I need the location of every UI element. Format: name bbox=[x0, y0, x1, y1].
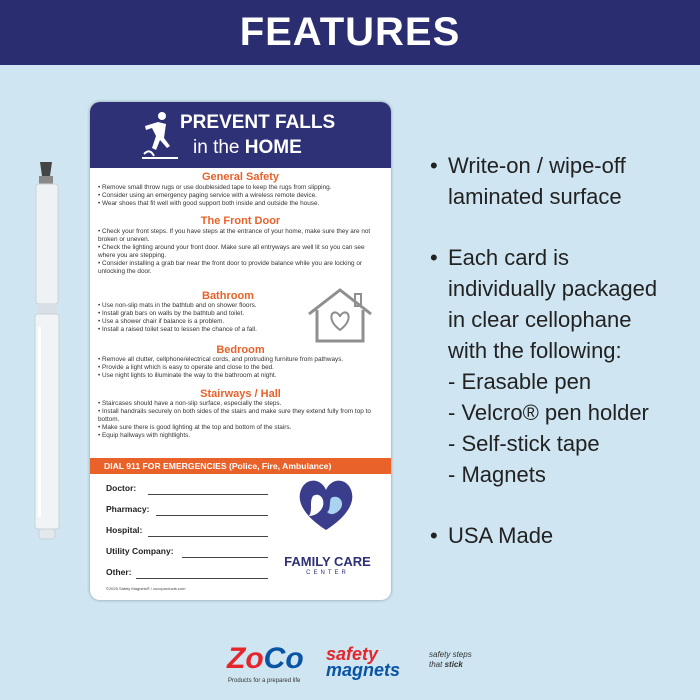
feature-text: laminated surface bbox=[448, 184, 622, 209]
field-line bbox=[136, 578, 268, 579]
tagline-line2 bbox=[429, 660, 472, 670]
bullet: • Use non-slip mats in the bathtub and on shower floors. bbox=[98, 302, 257, 309]
safety-magnets-line2: magnets bbox=[326, 660, 401, 680]
feature-text: with the following: bbox=[448, 338, 622, 363]
section-bullets-stairways bbox=[98, 400, 382, 440]
field-line bbox=[182, 557, 268, 558]
feature-text: • Write-on / wipe-off bbox=[448, 153, 626, 178]
bullet: • Consider using an emergency paging service with a wireless remote device. bbox=[98, 192, 317, 199]
zoco-logo-co: Co bbox=[263, 642, 304, 675]
field-label-doctor: Doctor: bbox=[106, 483, 137, 493]
bullet: • Check your front steps. If you have steps at the entrance of your home, make sure they are not broken or uneven. bbox=[98, 228, 371, 243]
bullet: • Check the lighting around your front door. Make sure all entryways are well lit so you can see where you are stepping. bbox=[98, 244, 365, 259]
brand-sub: CENTER bbox=[306, 570, 349, 576]
falling-person-icon bbox=[142, 110, 180, 162]
field-label-other: Other: bbox=[106, 567, 132, 577]
tagline-line1: safety steps bbox=[429, 650, 472, 659]
card-subtitle bbox=[193, 136, 302, 160]
features-banner bbox=[0, 0, 700, 65]
brand-name: FAMILY CARE bbox=[284, 554, 371, 569]
section-heading-general-safety: General Safety bbox=[201, 171, 280, 183]
bullet: • Staircases should have a non-slip surface, especially the steps. bbox=[98, 400, 282, 407]
field-label-pharmacy: Pharmacy: bbox=[106, 504, 150, 514]
feature-subitem: - Velcro® pen holder bbox=[448, 400, 649, 425]
bullet: • Consider installing a grab bar near the front door to provide balance while you are locking or unlocking the door. bbox=[98, 260, 363, 275]
section-heading-stairways: Stairways / Hall bbox=[200, 388, 281, 400]
safety-magnets-tagline bbox=[429, 650, 472, 670]
feature-subitems bbox=[430, 366, 695, 490]
zoco-tagline: Products for a prepared life bbox=[228, 678, 301, 684]
field-line bbox=[148, 536, 268, 537]
zoco-logo-zo: Zo bbox=[227, 642, 264, 675]
section-heading-front-door: The Front Door bbox=[200, 215, 281, 227]
feature-subitem: - Magnets bbox=[448, 462, 546, 487]
feature-item-usa-made: • USA Made bbox=[430, 520, 695, 551]
erasable-pen-image bbox=[30, 162, 64, 542]
bullet: • Wear shoes that fit well with good support both inside and outside the house. bbox=[98, 200, 320, 207]
card-subtitle-prefix: in the bbox=[193, 137, 240, 158]
feature-subitem: - Erasable pen bbox=[448, 369, 592, 394]
safety-magnets-line1: safety bbox=[326, 644, 379, 664]
prevent-falls-card bbox=[90, 102, 391, 600]
field-line bbox=[156, 515, 268, 516]
card-subtitle-bold: HOME bbox=[244, 137, 302, 158]
bullet: • Use a shower chair if balance is a problem. bbox=[98, 318, 225, 325]
section-bullets-front-door bbox=[98, 228, 382, 276]
section-heading-bedroom: Bedroom bbox=[216, 344, 265, 356]
field-label-hospital: Hospital: bbox=[106, 525, 143, 535]
features-list bbox=[430, 150, 695, 551]
feature-subitem: - Self-stick tape bbox=[448, 431, 600, 456]
house-heart-icon bbox=[305, 286, 375, 344]
feature-text: in clear cellophane bbox=[448, 307, 632, 332]
banner-title: FEATURES bbox=[239, 10, 461, 54]
safety-magnets-logo bbox=[326, 646, 400, 678]
bullet: • Install grab bars on walls by the bathtub and toilet. bbox=[98, 310, 245, 317]
bullet: • Equip hallways with nightlights. bbox=[98, 432, 191, 439]
bullet: • Remove small throw rugs or use doublesided tape to keep the rugs from slipping. bbox=[98, 184, 332, 191]
bullet: • Provide a light which is easy to operate and close to the bed. bbox=[98, 364, 274, 371]
feature-text: • Each card is bbox=[448, 245, 570, 270]
bullet: • Remove all clutter, cellphone/electrical cords, and protruding furniture from pathways. bbox=[98, 356, 344, 363]
field-label-utility-company: Utility Company: bbox=[106, 546, 174, 556]
bullet: • Make sure there is good lighting at the top and bottom of the stairs. bbox=[98, 424, 292, 431]
section-heading-bathroom: Bathroom bbox=[202, 290, 254, 302]
bullet: • Install a raised toilet seat to lessen the chance of a fall. bbox=[98, 326, 257, 333]
feature-item-packaged bbox=[430, 242, 695, 366]
feature-item-write-on bbox=[430, 150, 695, 212]
emergency-banner: DIAL 911 FOR EMERGENCIES (Police, Fire, Ambulance) bbox=[90, 458, 391, 474]
section-bullets-bathroom bbox=[98, 302, 308, 334]
bullet: • Use night lights to illuminate the way to the bathroom at night. bbox=[98, 372, 277, 379]
tagline-prefix: that bbox=[429, 660, 445, 669]
section-bullets-general-safety bbox=[98, 184, 382, 208]
bullet: • Install handrails securely on both sides of the stairs and make sure they extend fully from top to bottom. bbox=[98, 408, 371, 423]
field-line bbox=[148, 494, 268, 495]
section-bullets-bedroom bbox=[98, 356, 382, 380]
card-title: PREVENT FALLS bbox=[180, 112, 336, 133]
heart-hands-logo bbox=[295, 476, 357, 532]
zoco-logo bbox=[227, 642, 304, 676]
feature-text: individually packaged bbox=[448, 276, 658, 301]
tagline-bold: stick bbox=[444, 660, 463, 669]
card-copyright: ©2025 Safety Magnets® / zocoproducts.com bbox=[106, 586, 186, 591]
